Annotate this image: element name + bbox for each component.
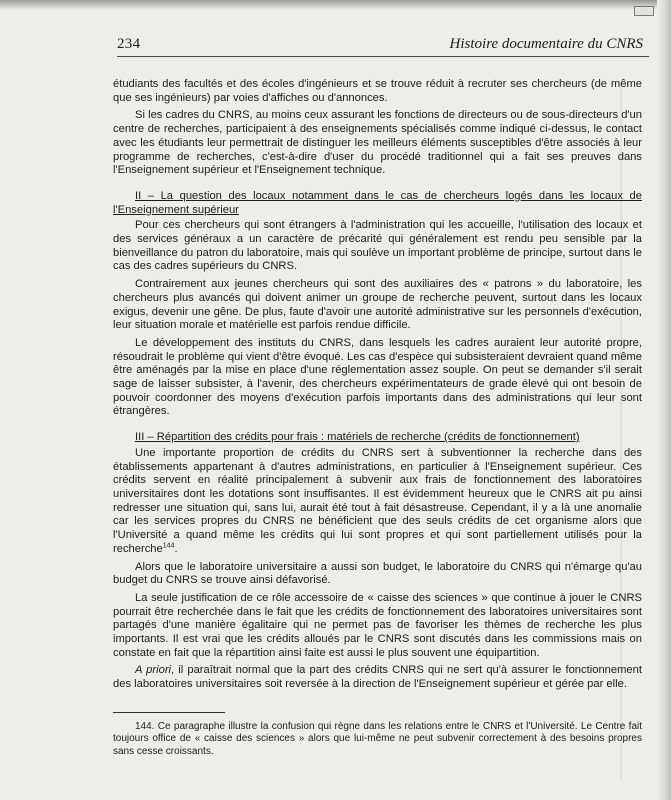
body-text — [113, 78, 642, 758]
paragraph: Le développement des instituts du CNRS, dans lesquels les cadres auraient leur autorité propre, résoudrait le problème qui vient d'être évoqué. Les cas d'espèce qui subsisteraient devraient quand même être aménagés par la mise en place d'une réglementation assez souple. On peut se demander s'il serait sage de laisser subsister, à l'avenir, des chercheurs expérimentateurs de grade élevé qui ont besoin de pouvoir coordonner des moyens d'exécution parfois importants dans des administrations qui leur sont étrangères. — [113, 336, 642, 418]
running-title: Histoire documentaire du CNRS — [449, 36, 643, 52]
footnote-ref[interactable]: 144 — [162, 542, 175, 550]
paragraph-text: Une importante proportion de crédits du CNRS sert à subventionner la recherche dans des établissements appartenant à d'autres administrations, en particulier à l'Enseignement supérieur. Ces crédits servent en réalité principalement à subvenir aux frais de fonctionnement des laboratoires universitaires dont les dotations sont insuffisantes. Il est évidemment heureux que le CNRS ait pu ainsi redresser une situation qui, sans lui, aurait été tout à fait désastreuse. Cependant, il y a là une anomalie car les services propres du CNRS ne bénéficient que des seuls crédits de cet organisme alors que l'Université a quand même les crédits qui lui sont propres et qui sont partiellement utilisés pour la recherche — [113, 446, 642, 555]
binding-tab — [634, 6, 654, 16]
paragraph: Alors que le laboratoire universitaire a aussi son budget, le laboratoire du CNRS qui n'émarge qu'au budget du CNRS se trouve ainsi défavorisé. — [113, 560, 642, 587]
paragraph — [113, 664, 642, 691]
footnote-number: 144. — [135, 720, 155, 732]
footnote-rule — [113, 712, 225, 713]
paragraph: Si les cadres du CNRS, au moins ceux assurant les fonctions de directeurs ou de sous-directeurs d'un centre de recherches, participaient à des enseignements spécialisés comme indiqué ci-dessus, le contact avec les étudiants leur permettrait de distinguer les meilleurs éléments susceptibles d'être associés à leur programme de recherches, c'est-à-dire d'user du procédé traditionnel qui a fait ses preuves dans l'Enseignement supérieur et l'Enseignement technique. — [113, 109, 642, 177]
page-header — [117, 34, 649, 58]
section-heading-2: II – La question des locaux notamment dans le cas de chercheurs logés dans les locaux de l'Enseignement supérieur — [113, 189, 642, 216]
paragraph: Contrairement aux jeunes chercheurs qui sont des auxiliaires des « patrons » du laboratoire, les chercheurs plus avancés qui doivent animer un groupe de recherche peuvent, surtout dans les locaux exigus, devenir une gêne. De plus, faute d'avoir une autorité administrative sur les personnels d'exécution, leur situation morale et matérielle est parfois rendue difficile. — [113, 278, 642, 332]
paragraph: Une importante proportion de crédits du CNRS sert à subventionner la recherche dans des établissements appartenant à d'autres administrations, en particulier à l'Enseignement supérieur. Ces crédits servent en réalité principalement à subvenir aux frais de fonctionnement des laboratoires universitaires dont les dotations sont insuffisantes. Il est évidemment heureux que le CNRS ait pu ainsi redresser une situation qui, sans lui, aurait été tout à fait désastreuse. Cependant, il y a là une anomalie car les services propres du CNRS ne bénéficient que des seuls crédits de cet organisme alors que l'Université a quand même les crédits qui lui sont propres et qui sont partiellement utilisés pour la recherche$^{144}$. — [113, 446, 642, 555]
header-rule — [117, 56, 649, 57]
paragraph: Pour ces chercheurs qui sont étrangers à l'administration qui les accueille, l'utilisation des locaux et des services généraux a un caractère de précarité qui généralement est rendu peu sensible par la bienveillance du patron du laboratoire, mais qui soulève un important problème de principe, surtout dans le cas des cadres supérieurs du CNRS. — [113, 219, 642, 273]
scan-shadow-top — [0, 0, 671, 10]
section-heading-3: III – Répartition des crédits pour frais : matériels de recherche (crédits de fonctionnement) — [135, 431, 580, 444]
footnote-text: Ce paragraphe illustre la confusion qui règne dans les relations entre le CNRS et l'Université. Le Centre fait toujours office de « caisse des sciences » alors que lui-même ne peut subvenir correctement à des besoins propres sans cesse croissants. — [113, 720, 643, 757]
scan-shadow-right — [657, 0, 671, 800]
footnote — [113, 721, 642, 759]
paragraph: La seule justification de ce rôle accessoire de « caisse des sciences » que continue à jouer le CNRS pourrait être recherchée dans le fait que les crédits de fonctionnement des laboratoires universitaires sont partagés d'une manière égalitaire qui ne permet pas de favoriser les thèmes de recherche les plus importants. Il est vrai que les crédits alloués par le CNRS sont discutés dans les commissions mais on constate en fait que la répartition ainsi faite est aussi le plus souvent une équipartition. — [113, 591, 642, 659]
page-number: 234 — [117, 36, 141, 52]
italic-phrase: A priori — [135, 664, 172, 677]
paragraph-text: , il paraîtrait normal que la part des crédits CNRS qui ne sert qu'à assurer le fonctionnement des laboratoires universitaires soit reversée à la direction de l'Enseignement supérieur et gérée par elle. — [113, 664, 642, 691]
paragraph: étudiants des facultés et des écoles d'ingénieurs et se trouve réduit à recruter ses chercheurs (de même que ses ingénieurs) par voies d'affiches ou d'annonces. — [113, 78, 642, 104]
